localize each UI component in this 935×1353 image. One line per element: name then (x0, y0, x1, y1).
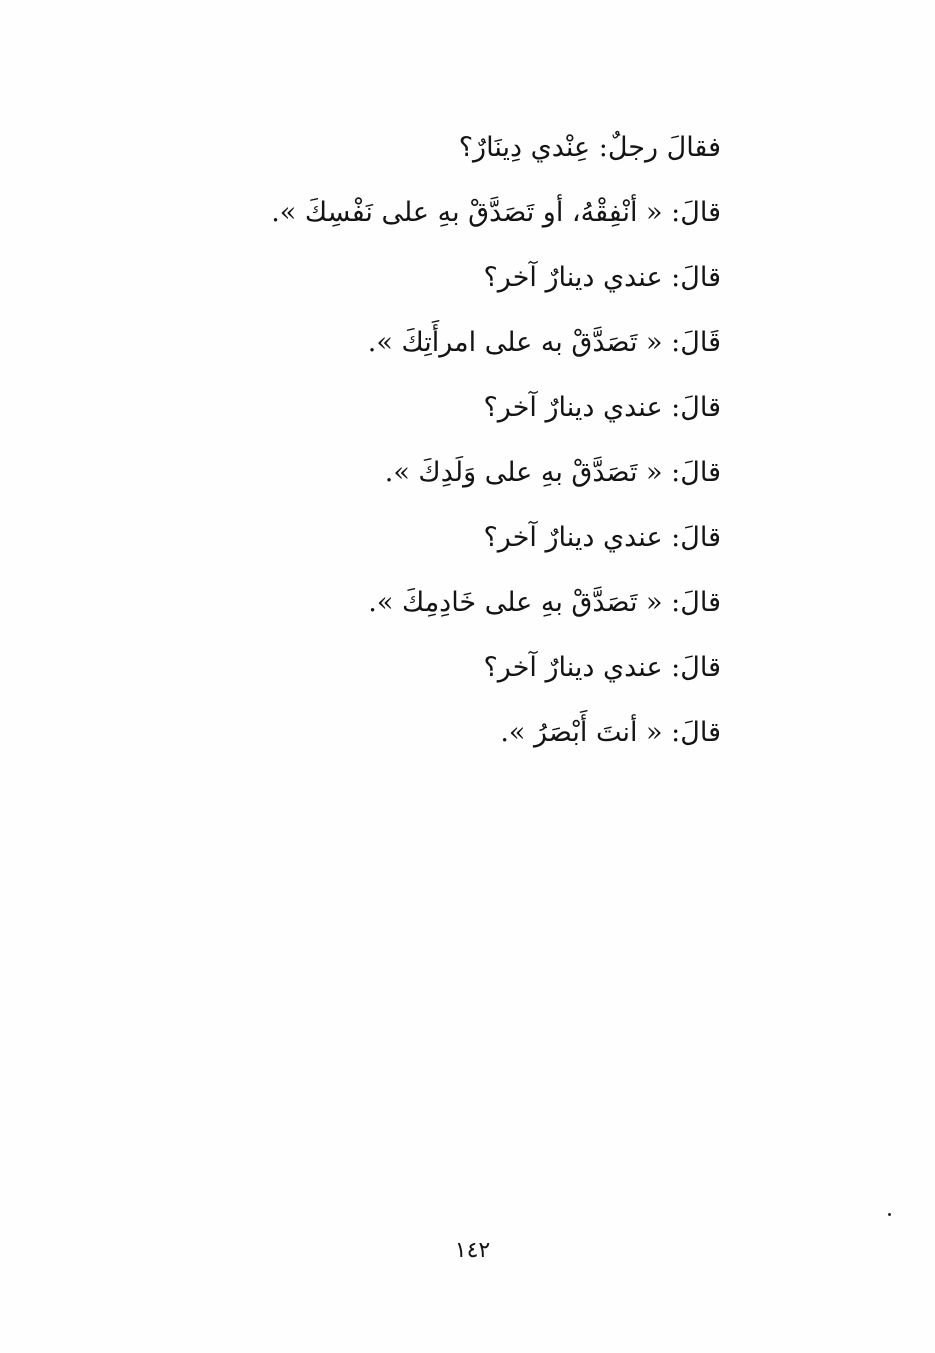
dialogue-line: قالَ: « تَصَدَّقْ بهِ على وَلَدِكَ ». (384, 457, 721, 488)
dialogue-line: قَالَ: « تَصَدَّقْ به على امرأَتِكَ ». (367, 327, 721, 358)
dialogue-text (261, 122, 721, 772)
dialogue-line: قالَ: عندي دينارٌ آخر؟ (483, 522, 721, 553)
dialogue-line: قالَ: « أنتَ أَبْصَرُ ». (500, 717, 721, 748)
scan-speck (888, 1213, 891, 1216)
dialogue-line: قالَ: عندي دينارٌ آخر؟ (483, 652, 721, 683)
dialogue-line: قالَ: عندي دينارٌ آخر؟ (483, 262, 721, 293)
dialogue-line: قالَ: عندي دينارٌ آخر؟ (483, 392, 721, 423)
page-number: ١٤٢ (454, 1238, 491, 1263)
dialogue-line: قالَ: « أنْفِقْهُ، أو تَصَدَّقْ بهِ على نَفْسِكَ ». (271, 197, 721, 228)
dialogue-line: قالَ: « تَصَدَّقْ بهِ على خَادِمِكَ ». (368, 587, 721, 618)
dialogue-line: فقالَ رجلٌ: عِنْدي دِينَارٌ؟ (458, 132, 721, 163)
